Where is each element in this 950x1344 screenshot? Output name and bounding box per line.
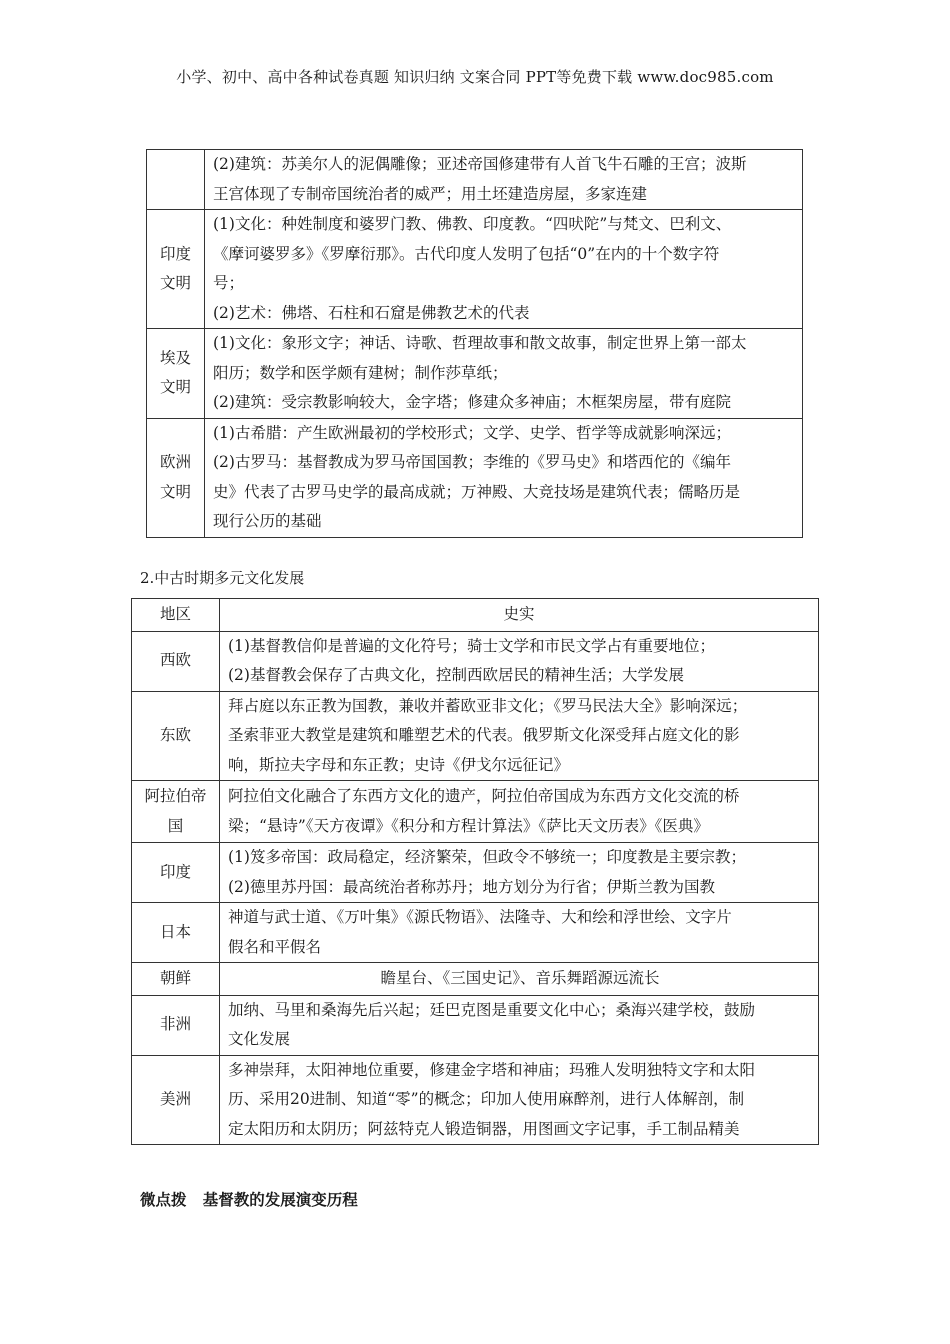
facts-line: 梁；“悬诗”《天方夜谭》《积分和方程计算法》《萨比天文历表》《医典》	[228, 816, 709, 835]
facts-line: 神道与武士道、《万叶集》《源氏物语》、法隆寺、大和绘和浮世绘、文字片	[228, 908, 732, 926]
region-label: 阿拉伯帝	[144, 787, 207, 805]
facts-line: (1)基督教信仰是普遍的文化符号；骑士文学和市民文学占有重要地位；	[228, 636, 715, 655]
facts-line: (2)德里苏丹国：最高统治者称苏丹；地方划分为行省；伊斯兰教为国教	[228, 877, 715, 896]
table-row	[147, 150, 803, 210]
region-label: 印度	[159, 244, 191, 263]
facts-line: (2)古罗马：基督教成为罗马帝国国教；李维的《罗马史》和塔西佗的《编年	[213, 453, 731, 471]
region-label: 美洲	[159, 1090, 191, 1108]
facts-cell	[205, 210, 803, 329]
table-row	[132, 1055, 819, 1145]
region-label: 文明	[159, 482, 191, 501]
facts-line: (2)建筑：受宗教影响较大，金字塔；修建众多神庙；木框架房屋，带有庭院	[213, 393, 731, 411]
region-label: 非洲	[159, 1015, 191, 1034]
section-title: 2.中古时期多元文化发展	[140, 569, 305, 587]
facts-line: 《摩诃婆罗多》《罗摩衍那》。古代印度人发明了包括“0”在内的十个数字符	[213, 244, 720, 263]
table-row	[132, 963, 819, 996]
facts-line: 历、采用20进制、知道“零”的概念；印加人使用麻醉剂，进行人体解剖，制	[228, 1090, 745, 1108]
region-cell	[132, 781, 220, 843]
facts-cell	[220, 963, 819, 996]
region-cell	[147, 418, 205, 537]
facts-cell	[220, 781, 819, 843]
region-cell	[132, 631, 220, 691]
facts-line: (1)文化：种姓制度和婆罗门教、佛教、印度教。“四吠陀”与梵文、巴利文、	[213, 215, 732, 233]
facts-line: 加纳、马里和桑海先后兴起；廷巴克图是重要文化中心；桑海兴建学校，鼓励	[228, 1000, 756, 1019]
region-cell	[147, 210, 205, 329]
facts-cell	[220, 995, 819, 1055]
medieval-culture-table	[131, 598, 819, 1145]
facts-cell	[220, 1055, 819, 1145]
table-row	[147, 329, 803, 419]
tip-label: 微点拨	[140, 1191, 187, 1209]
facts-line: 史》代表了古罗马史学的最高成就；万神殿、大竞技场是建筑代表；儒略历是	[213, 482, 741, 501]
facts-cell	[205, 418, 803, 537]
region-label: 日本	[159, 922, 191, 941]
facts-line: 阿拉伯文化融合了东西方文化的遗产，阿拉伯帝国成为东西方文化交流的桥	[228, 787, 740, 805]
table-header-row	[132, 599, 819, 632]
facts-cell	[220, 631, 819, 691]
region-cell	[132, 691, 220, 781]
facts-cell	[205, 150, 803, 210]
facts-line: 阳历；数学和医学颇有建树；制作莎草纸；	[213, 363, 508, 382]
region-cell	[147, 150, 205, 210]
facts-cell	[205, 329, 803, 419]
header-facts: 史实	[220, 599, 819, 632]
region-cell	[132, 1055, 220, 1145]
region-cell	[132, 843, 220, 903]
region-label: 西欧	[159, 651, 191, 670]
table-row	[132, 995, 819, 1055]
region-label: 朝鲜	[159, 969, 191, 987]
table-row	[132, 781, 819, 843]
region-label: 印度	[159, 862, 191, 881]
table-row	[147, 210, 803, 329]
table-row	[132, 631, 819, 691]
table-row	[132, 903, 819, 963]
facts-line: 文化发展	[228, 1030, 291, 1048]
region-cell	[147, 329, 205, 419]
facts-cell	[220, 691, 819, 781]
region-label: 埃及	[159, 348, 191, 367]
table-row	[132, 843, 819, 903]
facts-line: (1)文化：象形文字；神话、诗歌、哲理故事和散文故事，制定世界上第一部太	[213, 334, 747, 352]
facts-line: (1)笈多帝国：政局稳定，经济繁荣，但政令不够统一；印度教是主要宗教；	[228, 848, 746, 866]
facts-line: 定太阳历和太阴历；阿兹特克人锻造铜器，用图画文字记事，手工制品精美	[228, 1119, 740, 1138]
facts-cell	[220, 903, 819, 963]
region-label: 文明	[159, 274, 191, 292]
ancient-civilizations-table	[146, 149, 803, 538]
facts-line: (2)基督教会保存了古典文化，控制西欧居民的精神生活；大学发展	[228, 666, 684, 684]
facts-line: 瞻星台、《三国史记》、音乐舞蹈源远流长	[380, 969, 660, 987]
facts-line: 响，斯拉夫字母和东正教；史诗《伊戈尔远征记》	[228, 755, 570, 774]
facts-line: 现行公历的基础	[213, 512, 322, 530]
facts-line: 多神崇拜，太阳神地位重要，修建金字塔和神庙；玛雅人发明独特文字和太阳	[228, 1060, 756, 1079]
region-label: 国	[167, 816, 184, 835]
facts-line: 号；	[213, 274, 245, 292]
facts-line: 假名和平假名	[228, 937, 322, 956]
facts-line: 王宫体现了专制帝国统治者的威严；用土坯建造房屋，多家连建	[213, 184, 648, 203]
facts-line: 圣索菲亚大教堂是建筑和雕塑艺术的代表。俄罗斯文化深受拜占庭文化的影	[228, 726, 740, 744]
region-cell	[132, 903, 220, 963]
table-row	[147, 418, 803, 537]
facts-line: 拜占庭以东正教为国教，兼收并蓄欧亚非文化；《罗马民法大全》影响深远；	[228, 696, 748, 715]
facts-cell	[220, 843, 819, 903]
tip-heading	[140, 1188, 358, 1210]
tip-title: 基督教的发展演变历程	[202, 1191, 358, 1209]
region-label: 东欧	[159, 726, 191, 744]
page-header: 小学、初中、高中各种试卷真题 知识归纳 文案合同 PPT等免费下载 www.doc985.com	[176, 68, 774, 86]
facts-line: (2)建筑：苏美尔人的泥偶雕像；亚述帝国修建带有人首飞牛石雕的王宫；波斯	[213, 155, 747, 173]
table-row	[132, 691, 819, 781]
region-label: 欧洲	[159, 453, 191, 471]
region-cell	[132, 963, 220, 996]
region-label: 文明	[159, 378, 191, 397]
facts-line: (2)艺术：佛塔、石柱和石窟是佛教艺术的代表	[213, 303, 530, 322]
facts-line: (1)古希腊：产生欧洲最初的学校形式；文学、史学、哲学等成就影响深远；	[213, 423, 731, 442]
header-region: 地区	[132, 599, 220, 632]
region-cell	[132, 995, 220, 1055]
